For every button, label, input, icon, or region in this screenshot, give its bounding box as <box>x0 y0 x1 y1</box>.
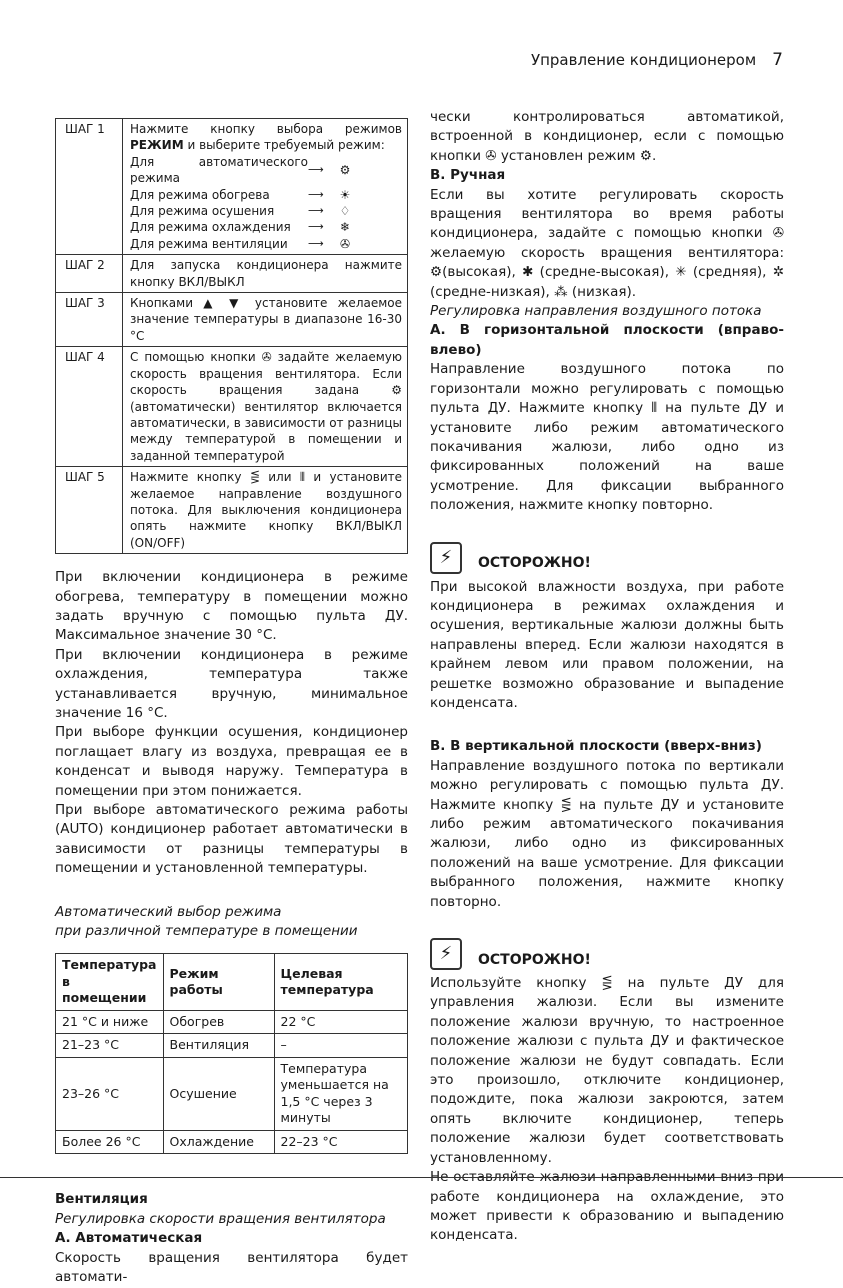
step-text: Для запуска кондиционера нажмите кнопку ВКЛ/ВЫКЛ <box>123 255 408 293</box>
step-text-end: и установите желаемое направление воздушного потока. Для выключения кондиционера опять нажмите кнопку ВКЛ/ВЫКЛ (ON/OFF) <box>130 470 403 550</box>
warning-icon: ⚡ <box>430 938 462 970</box>
text-span: Направление воздушного потока по вертикали можно регулировать с помощью пульта ДУ. Нажмите кнопку <box>430 757 784 813</box>
speed-label: (средне-высокая), <box>533 264 676 281</box>
column-header: Целевая температура <box>274 954 408 1011</box>
table-row <box>56 293 408 347</box>
step-text-end: (автоматически) вентилятор включается автоматически, в зависимости от разницы между температурой в помещении и заданной температурой <box>130 399 402 463</box>
heat-mode-icon: ☀ <box>339 187 351 202</box>
step-text-start: Нажмите кнопку <box>130 470 250 485</box>
swing-vertical-icon: ⋚ <box>249 470 260 485</box>
step-text <box>123 347 408 467</box>
table-cell: 21–23 °C <box>56 1034 164 1058</box>
table-row <box>56 119 408 255</box>
swing-vertical-icon: ⋚ <box>560 796 572 813</box>
mode-label: Для режима обогрева <box>130 187 270 202</box>
paragraph: При включении кондиционера в режиме охлаждения, температура также устанавливается вручную, минимальное значение 16 °C. <box>55 646 408 721</box>
speed-low-icon: ⁂ <box>554 283 568 300</box>
paragraph: При включении кондиционера в режиме обогрева, температуру в помещении можно задать вручную с помощью пульта ДУ. Максимальное значение 30 °C. <box>55 569 408 644</box>
mode-label: Для режима охлаждения <box>130 220 291 235</box>
step-text-mid: или <box>259 470 300 485</box>
bottom-rule <box>0 1177 843 1178</box>
table-cell: 22 °C <box>274 1010 408 1034</box>
left-column <box>55 118 408 1288</box>
table-row <box>56 347 408 467</box>
text-span: . <box>651 147 657 164</box>
cool-mode-icon: ❄ <box>339 220 351 235</box>
page-number: 7 <box>772 50 783 70</box>
step-key: ШАГ 2 <box>56 255 123 293</box>
speed-label: (средне-низкая), <box>430 283 555 300</box>
section-subtitle: Регулировка скорости вращения вентилятора <box>55 1210 386 1227</box>
step-text-start: Кнопками <box>130 296 204 311</box>
caption-line: Автоматический выбор режима <box>55 903 282 920</box>
table-cell: Осушение <box>163 1057 274 1130</box>
step-text <box>123 119 408 255</box>
arrow-icon: ⟶ <box>308 187 324 201</box>
arrow-icon: ⟶ <box>308 236 324 250</box>
table-row <box>56 1010 408 1034</box>
mode-label: Для режима осушения <box>130 204 275 219</box>
fan-speed-icon: ✇ <box>261 350 272 365</box>
auto-mode-table <box>55 953 408 1154</box>
step-text-start: С помощью кнопки <box>130 350 262 365</box>
warning-title: ОСТОРОЖНО! <box>478 555 591 572</box>
warning-text: При высокой влажности воздуха, при работе кондиционера в режимах охлаждения и осушения, вертикальные жалюзи должны быть направлены вперед. Если жалюзи находятся в крайнем левом или правом положении, на решетке возможно образование и выпадение конденсата. <box>430 578 784 711</box>
mode-info <box>55 568 408 879</box>
arrow-icon: ⟶ <box>308 220 324 234</box>
speed-label: (низкая). <box>567 283 637 300</box>
paragraph: При выборе автоматического режима работы (AUTO) кондиционер работает автоматически в зависимости от разницы температуры в помещении и установленной температуры. <box>55 802 408 877</box>
page-header <box>531 50 783 70</box>
table-cell: Охлаждение <box>163 1130 274 1154</box>
warning-header <box>430 938 784 970</box>
caption-line: при различной температуре в помещении <box>55 923 358 940</box>
speed-medium-low-icon: ✲ <box>772 264 785 281</box>
paragraph: Не оставляйте жалюзи направленными вниз при работе кондиционера на охлаждение, это может привести к образованию и выпадению конденсата. <box>430 1169 784 1244</box>
fan-speed-icon: ✇ <box>772 225 784 242</box>
table-cell: 21 °C и ниже <box>56 1010 164 1034</box>
mode-row <box>130 203 402 219</box>
arrow-icon: ⟶ <box>308 163 324 177</box>
warning-text <box>430 974 784 1168</box>
table-cell: Температура уменьшается на 1,5 °C через 3 минуты <box>274 1057 408 1130</box>
down-arrow-icon: ▼ <box>229 296 245 311</box>
text-span: Направление воздушного потока по горизонтали можно регулировать с помощью пульта ДУ. Нажмите кнопку <box>430 361 784 417</box>
text-span: желаемую скорость вращения вентилятора: <box>430 244 784 261</box>
step-text <box>123 293 408 347</box>
table-row <box>56 255 408 293</box>
mode-row <box>130 187 402 203</box>
fan-mode-icon: ✇ <box>339 236 351 251</box>
paragraph <box>430 186 784 302</box>
text-span: на пульте ДУ и установите либо режим автоматического покачивания жалюзи, либо одно из фиксированных положений на ваше усмотрение. Для фиксации выбранного положения, нажмите кнопку повторно. <box>430 400 784 514</box>
steps-table <box>55 118 408 554</box>
subsection-title: В. Ручная <box>430 167 506 184</box>
step-intro: Нажмите кнопку выбора режимов <box>130 122 402 136</box>
step-intro-end: и выберите требуемый режим: <box>183 138 385 153</box>
paragraph: При выборе функции осушения, кондиционер поглащает влагу из воздуха, превращая ее в конденсат и выводя наружу. Температура в помещении при этом понижается. <box>55 724 408 799</box>
text-span: Если вы хотите регулировать скорость вращения вентилятора во время работы кондиционера, задайте с помощью кнопки <box>430 186 784 242</box>
warning-header <box>430 542 784 574</box>
step-key: ШАГ 1 <box>56 119 123 255</box>
mode-row <box>130 154 402 187</box>
dry-mode-icon: ♢ <box>339 204 351 219</box>
text-span: на пульте ДУ для управления жалюзи. Если вы измените положение жалюзи вручную, то настроенное положение жалюзи с пульта ДУ и фактическое положение жалюзи не будут совпадать. Если это произошло, отключите кондиционер, подождите, пока жалюзи закроются, затем опять включите кондиционер, теперь положение жалюзи будет соответствовать установленному. <box>430 975 784 1166</box>
subsection-title: В. В вертикальной плоскости (вверх-вниз) <box>430 738 762 755</box>
paragraph <box>430 757 784 912</box>
paragraph <box>430 360 784 515</box>
right-column <box>430 108 784 1246</box>
text-span: на пульте ДУ и установите либо режим автоматического покачивания жалюзи, либо одно из фиксированных положений на ваше усмотрение. Для фиксации выбранного положения, нажмите кнопку повторно. <box>430 796 784 910</box>
speed-high-icon: ⚙ <box>430 264 443 281</box>
step-intro-bold: РЕЖИМ <box>130 138 184 153</box>
table-row <box>56 1130 408 1154</box>
column-header: Температура в помещении <box>56 954 164 1011</box>
table-row <box>56 1057 408 1130</box>
step-text <box>123 467 408 554</box>
text-span: Используйте кнопку <box>430 975 602 992</box>
step-text-mid: задайте желаемую скорость вращения вентилятора. Если скорость вращения задана <box>130 350 402 398</box>
mode-row <box>130 219 402 235</box>
paragraph <box>430 108 784 166</box>
swing-horizontal-icon: ⫴ <box>299 470 305 485</box>
mode-label: Для режима вентиляции <box>130 236 288 251</box>
text-span: чески контролироваться автоматикой, встроенной в кондиционер, если с помощью кнопки <box>430 109 784 164</box>
warning-title: ОСТОРОЖНО! <box>478 951 591 968</box>
section-title: Вентиляция <box>55 1191 148 1208</box>
text-span: установлен режим <box>496 147 640 164</box>
auto-speed-icon: ⚙ <box>639 147 652 164</box>
speed-label: (средняя), <box>686 264 773 281</box>
step-text-end: установите желаемое значение температуры в диапазоне 16-30 °C <box>130 296 402 343</box>
table-cell: 22–23 °C <box>274 1130 408 1154</box>
auto-speed-icon: ⚙ <box>391 383 402 398</box>
fan-speed-icon: ✇ <box>485 147 497 164</box>
header-title: Управление кондиционером <box>530 51 757 69</box>
step-key: ШАГ 5 <box>56 467 123 554</box>
step-key: ШАГ 3 <box>56 293 123 347</box>
paragraph: Скорость вращения вентилятора будет автомати- <box>55 1249 408 1286</box>
table-cell: Обогрев <box>163 1010 274 1034</box>
mode-row <box>130 236 402 252</box>
speed-medium-icon: ✳ <box>675 264 687 281</box>
warning-icon: ⚡ <box>430 542 462 574</box>
auto-caption <box>55 903 408 942</box>
subsection-title: А. В горизонтальной плоскости (вправо-влево) <box>430 322 784 358</box>
auto-mode-icon: ⚙ <box>339 163 351 178</box>
table-row <box>56 1034 408 1058</box>
table-cell: – <box>274 1034 408 1058</box>
mode-label: Для автоматического режима <box>130 154 308 186</box>
swing-vertical-icon: ⋚ <box>601 975 613 992</box>
column-header: Режим работы <box>163 954 274 1011</box>
up-arrow-icon: ▲ <box>203 296 219 311</box>
table-cell: Более 26 °C <box>56 1130 164 1154</box>
arrow-icon: ⟶ <box>308 204 324 218</box>
section-subtitle: Регулировка направления воздушного потока <box>430 303 762 320</box>
table-row <box>56 467 408 554</box>
swing-horizontal-icon: ⫴ <box>651 400 657 417</box>
speed-label: (высокая), <box>442 264 523 281</box>
table-cell: Вентиляция <box>163 1034 274 1058</box>
subsection-title: А. Автоматическая <box>55 1230 203 1247</box>
table-header-row <box>56 954 408 1011</box>
ventilation-section <box>55 1190 408 1287</box>
speed-medium-high-icon: ✱ <box>522 264 534 281</box>
table-cell: 23–26 °C <box>56 1057 164 1130</box>
step-key: ШАГ 4 <box>56 347 123 467</box>
